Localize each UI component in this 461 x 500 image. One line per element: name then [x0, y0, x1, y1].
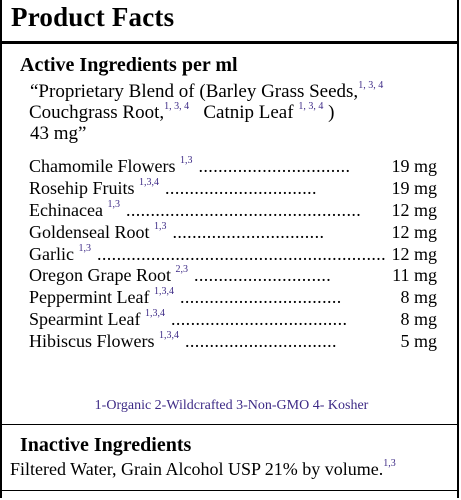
ingredient-amount: 19 mg: [391, 156, 437, 176]
ingredient-name-text: Spearmint Leaf: [29, 309, 141, 330]
blend-line-1-text: “Proprietary Blend of (Barley Grass Seeds,: [30, 81, 359, 102]
ingredient-name-text: Echinacea: [29, 199, 103, 220]
ingredient-row: [29, 309, 437, 331]
proprietary-blend: [30, 81, 450, 144]
footnote-ref: 1,3: [383, 458, 396, 469]
footnote-ref: 2,3: [175, 264, 188, 276]
ingredient-amount: 8 mg: [400, 309, 437, 330]
footnote-ref: 1,3,4: [144, 308, 165, 320]
ingredient-name: [29, 265, 188, 286]
ingredient-amount: 5 mg: [400, 331, 437, 352]
ingredient-amount: 19 mg: [391, 177, 437, 198]
footnote-ref: 1,3,4: [159, 330, 179, 342]
footnote-ref: 1,3: [180, 155, 193, 166]
blend-line-2: [29, 102, 450, 123]
section-divider: [2, 424, 457, 425]
ingredient-name: [29, 178, 159, 199]
inactive-ingredients-heading: Inactive Ingredients: [20, 434, 192, 456]
blend-line-3: 43 mg”: [30, 123, 87, 144]
ingredient-row: [29, 244, 437, 266]
ingredient-row: [29, 156, 437, 178]
dot-leader: ...............................: [165, 177, 317, 198]
ingredient-amount: 12 mg: [391, 199, 437, 220]
active-ingredients-heading: Active Ingredients per ml: [20, 54, 238, 76]
ingredient-row: [29, 287, 437, 309]
ingredient-list: [29, 156, 437, 353]
ingredient-row: [29, 222, 437, 244]
dot-leader: ....................................: [170, 309, 348, 330]
inactive-ingredients-list: Filtered Water, Grain Alcohol USP 21% by volume.: [10, 459, 384, 479]
ingredient-name: [29, 244, 91, 265]
dot-leader: ...............................: [185, 331, 337, 352]
ingredient-row: [29, 178, 437, 200]
inactive-ingredients-text: [10, 459, 396, 480]
ingredient-name: [29, 331, 179, 352]
ingredient-name-text: Hibiscus Flowers: [29, 331, 155, 352]
ingredient-name: [29, 156, 193, 177]
footnote-legend: 1-Organic 2-Wildcrafted 3-Non-GMO 4- Kosher: [94, 398, 369, 413]
ingredient-name-text: Garlic: [29, 243, 74, 264]
dot-leader: ...............................: [172, 221, 325, 242]
dot-leader: ...............................: [198, 156, 351, 176]
dot-leader: ............................: [193, 265, 332, 286]
footnote-ref: 1,3,4: [153, 286, 174, 298]
footnote-ref: 1, 3, 4: [358, 80, 384, 91]
ingredient-name-text: Rosehip Fruits: [29, 177, 135, 198]
footnote-ref: 1,3,4: [139, 176, 160, 188]
footnote-ref: 1,3: [153, 220, 167, 232]
title-divider: [2, 41, 457, 44]
ingredient-name: [29, 222, 166, 243]
ingredient-amount: 11 mg: [392, 265, 437, 286]
ingredient-name-text: Peppermint Leaf: [29, 287, 150, 308]
dot-leader: ...........................................................: [96, 243, 387, 264]
blend-line-1: [30, 81, 450, 102]
blend-close-paren: ): [328, 102, 335, 123]
ingredient-name-text: Chamomile Flowers: [29, 156, 176, 176]
footnote-ref: 1,3: [107, 198, 120, 210]
ingredient-name: [29, 287, 174, 308]
dot-leader: ................................................: [125, 199, 362, 220]
footnote-ref: 1,3: [78, 242, 91, 254]
footnote-ref: 1, 3, 4: [164, 101, 190, 112]
blend-catnip: Catnip Leaf: [203, 102, 294, 123]
ingredient-row: [29, 265, 437, 287]
blend-couchgrass: Couchgrass Root,: [29, 102, 165, 123]
ingredient-amount: 12 mg: [391, 243, 437, 264]
ingredient-row: [29, 331, 437, 353]
ingredient-amount: 8 mg: [400, 287, 437, 308]
panel-title: Product Facts: [11, 2, 175, 32]
ingredient-name-text: Goldenseal Root: [29, 221, 150, 242]
dot-leader: .................................: [179, 287, 342, 308]
ingredient-name: [29, 309, 165, 330]
footnote-ref: 1, 3, 4: [298, 101, 324, 112]
ingredient-name: [29, 200, 120, 221]
ingredient-amount: 12 mg: [391, 221, 437, 242]
bottom-rule: [2, 490, 457, 491]
ingredient-name-text: Oregon Grape Root: [29, 265, 171, 286]
ingredient-row: [29, 200, 437, 222]
